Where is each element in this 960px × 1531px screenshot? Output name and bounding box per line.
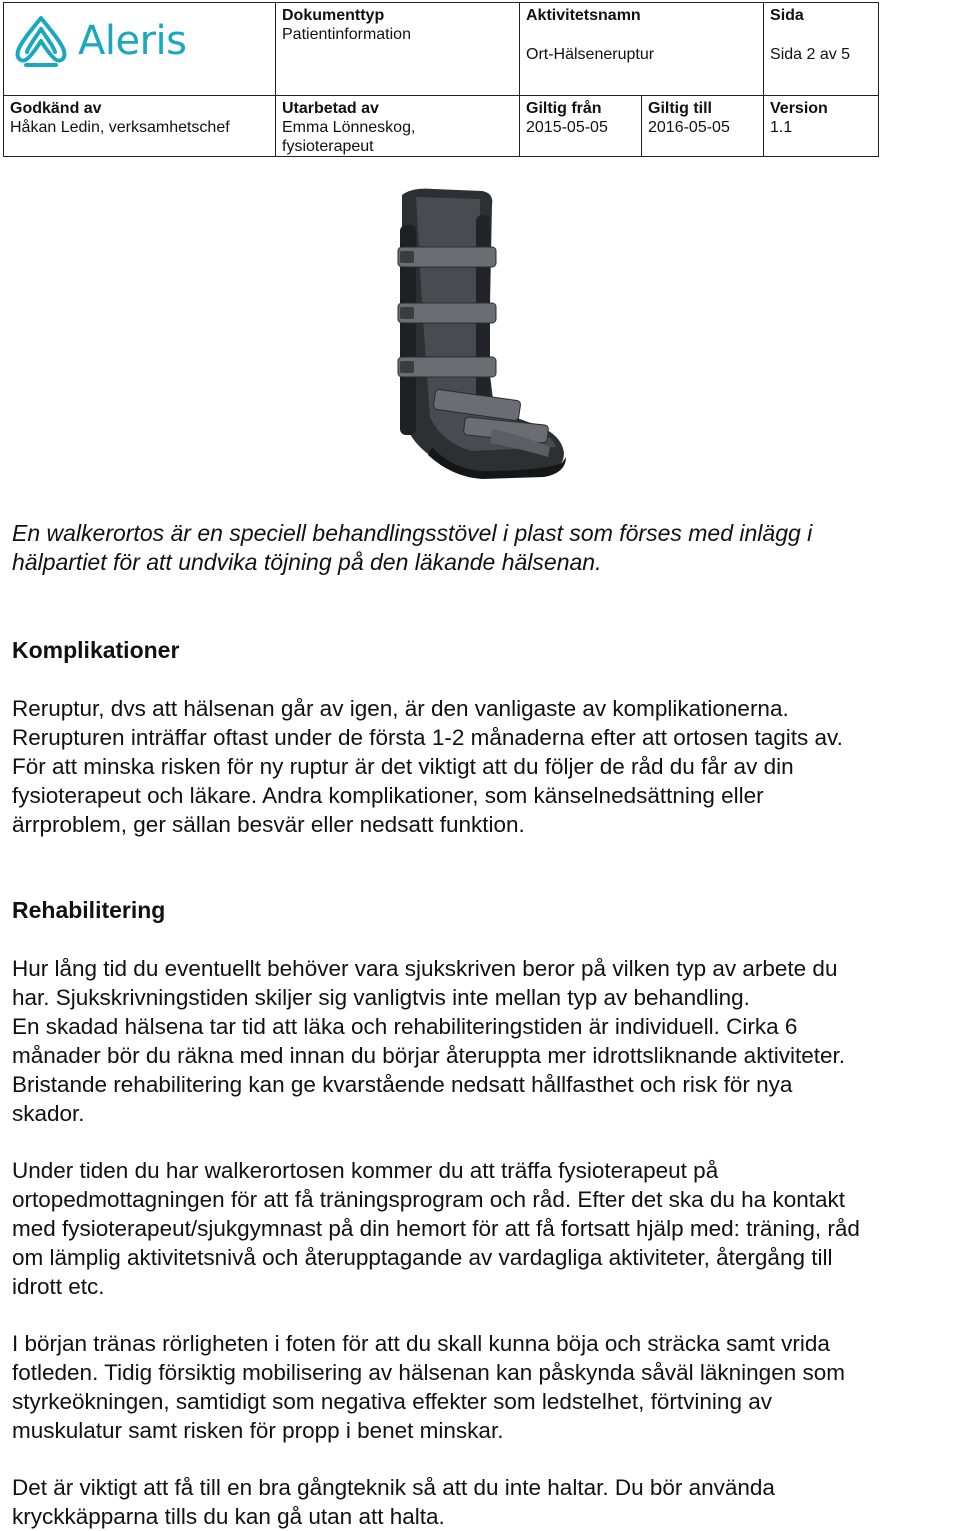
page-cell [764,3,879,96]
valid-to-label: Giltig till [648,100,712,117]
author-label: Utarbetad av [282,100,379,117]
paragraph-line: med fysioterapeut/sjukgymnast på din hemort för att få fortsatt hjälp med: träning, råd [12,1216,860,1241]
activity-cell [520,3,764,96]
paragraph-line: Under tiden du har walkerortosen kommer du att träffa fysioterapeut på [12,1158,719,1183]
paragraph-line: idrott etc. [12,1274,105,1299]
page-label: Sida [770,7,804,24]
paragraph-line: ortopedmottagningen för att få träningsprogram och råd. Efter det ska du ha kontakt [12,1187,845,1212]
activity-label: Aktivitetsnamn [526,7,641,24]
rehab-paragraph-3 [12,1329,957,1445]
approved-cell [4,96,276,157]
paragraph-line: månader bör du räkna med innan du börjar återuppta mer idrottsliknande aktiviteter. [12,1043,845,1068]
approved-value: Håkan Ledin, verksamhetschef [10,119,230,136]
complications-heading: Komplikationer [12,637,180,663]
valid-from-label: Giltig från [526,100,602,117]
aleris-logo [12,13,269,69]
approved-label: Godkänd av [10,100,102,117]
valid-to-cell [642,96,764,157]
version-cell [764,96,879,157]
paragraph-line: ärrproblem, ger sällan besvär eller nedsatt funktion. [12,812,525,837]
rehab-paragraph-4 [12,1473,957,1531]
valid-from-cell [520,96,642,157]
doctype-label: Dokumenttyp [282,7,385,24]
paragraph-line: fotleden. Tidig försiktig mobilisering av hälsenan kan påskynda såväl läkningen som [12,1360,845,1385]
author-cell [276,96,520,157]
rehab-paragraph-1 [12,954,957,1128]
paragraph-line: Rerupturen inträffar oftast under de första 1-2 månaderna efter att ortosen tagits av. [12,725,843,750]
intro-line: En walkerortos är en speciell behandlingsstövel i plast som förses med inlägg i [12,520,813,546]
valid-to-value: 2016-05-05 [648,119,730,136]
version-label: Version [770,100,828,117]
paragraph-line: skador. [12,1101,85,1126]
walker-boot-image [372,185,572,480]
aleris-logo-icon [12,13,70,69]
doctype-value: Patientinformation [282,26,411,43]
version-value: 1.1 [770,119,793,136]
paragraph-line: Reruptur, dvs att hälsenan går av igen, är den vanligaste av komplikationerna. [12,696,789,721]
paragraph-line: Bristande rehabilitering kan ge kvarstående nedsatt hållfasthet och risk för nya [12,1072,793,1097]
paragraph-line: har. Sjukskrivningstiden skiljer sig vanligtvis inte mellan typ av behandling. [12,985,750,1010]
complications-paragraph [12,694,957,839]
paragraph-line: En skadad hälsena tar tid att läka och rehabiliteringstiden är individuell. Cirka 6 [12,1014,798,1039]
paragraph-line: fysioterapeut och läkare. Andra komplikationer, som känselnedsättning eller [12,783,764,808]
activity-value: Ort-Hälseneruptur [526,46,655,63]
paragraph-line: styrkeökningen, samtidigt som negativa effekter som ledstelhet, förtvining av [12,1389,772,1414]
paragraph-line: kryckkäpparna tills du kan gå utan att halta. [12,1504,445,1529]
rehab-paragraph-2 [12,1156,957,1301]
paragraph-line: För att minska risken för ny ruptur är det viktigt att du följer de råd du får av din [12,754,794,779]
author-value: Emma Lönneskog, [282,119,416,136]
logo-cell [4,3,276,96]
logo-text: Aleris [78,18,187,64]
paragraph-line: I början tränas rörligheten i foten för att du skall kunna böja och sträcka samt vrida [12,1331,830,1356]
paragraph-line: Hur lång tid du eventuellt behöver vara sjukskriven beror på vilken typ av arbete du [12,956,838,981]
intro-line: hälpartiet för att undvika töjning på den läkande hälsenan. [12,549,602,575]
paragraph-line: om lämplig aktivitetsnivå och återupptagande av vardagliga aktiviteter, återgång till [12,1245,833,1270]
paragraph-line: muskulatur samt risken för propp i benet minskar. [12,1418,504,1443]
page-value: Sida 2 av 5 [770,46,851,63]
author-role: fysioterapeut [282,138,374,155]
document-header-table [3,2,879,157]
intro-paragraph [12,519,952,577]
rehab-heading: Rehabilitering [12,897,166,923]
valid-from-value: 2015-05-05 [526,119,608,136]
doctype-cell [276,3,520,96]
paragraph-line: Det är viktigt att få till en bra gångteknik så att du inte haltar. Du bör använda [12,1475,775,1500]
